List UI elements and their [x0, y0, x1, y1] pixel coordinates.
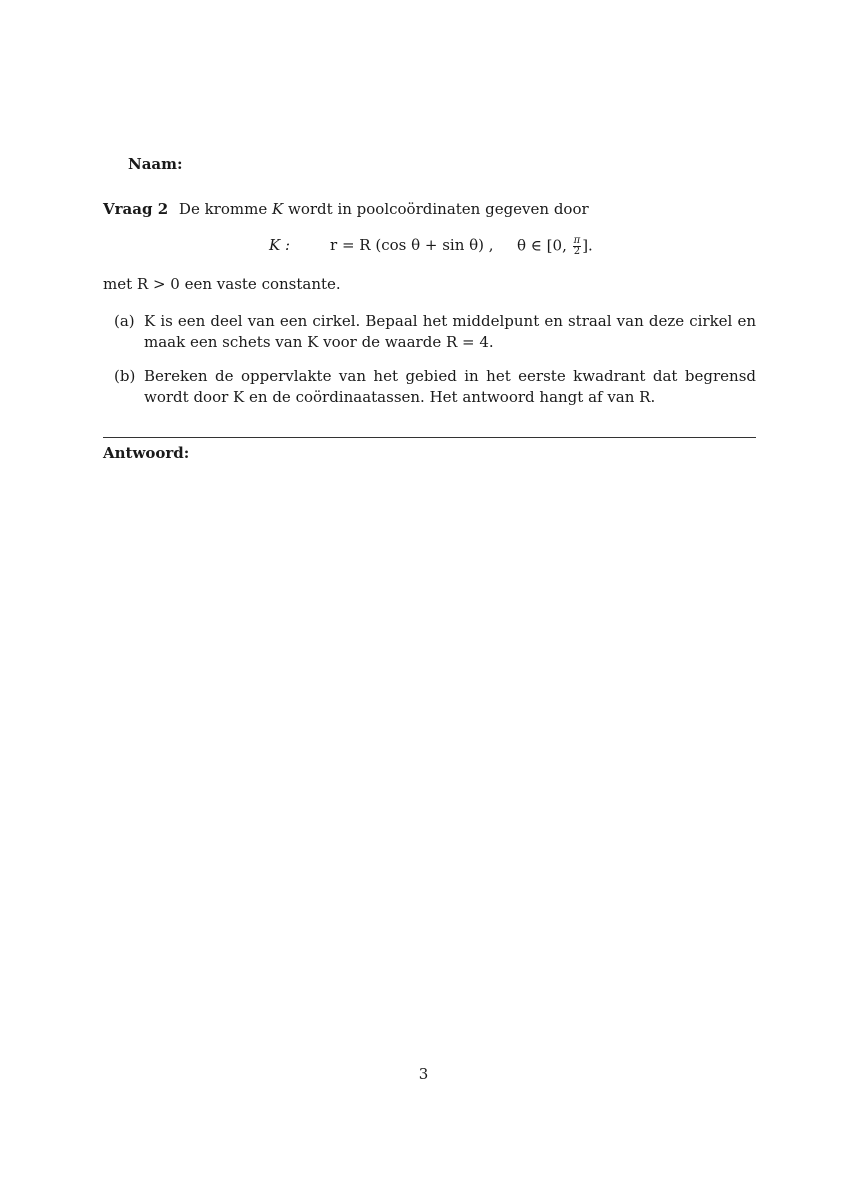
question-title: Vraag 2	[103, 200, 169, 218]
part-b	[114, 366, 756, 408]
constant-line: met R > 0 een vaste constante.	[103, 275, 341, 293]
question-intro-before: De kromme	[178, 200, 268, 218]
part-a-text: K is een deel van een cirkel. Bepaal het middelpunt en straal van deze cirkel en maak een schets van K voor de waarde R = 4.	[144, 312, 756, 351]
formula-domain-prefix: θ ∈ [0,	[517, 236, 567, 255]
name-label: Naam:	[128, 155, 183, 173]
part-b-text: Bereken de oppervlakte van het gebied in het eerste kwadrant dat begrensd wordt door K en de coördinaatassen. Het antwoord hangt af van R.	[144, 367, 756, 406]
question-intro	[103, 200, 756, 218]
part-a-label: (a)	[114, 312, 135, 330]
page-number: 3	[418, 1065, 429, 1083]
formula-domain	[517, 236, 593, 257]
formula-rhs: r = R (cos θ + sin θ) ,	[330, 236, 494, 254]
question-intro-after: wordt in poolcoördinaten gegeven door	[288, 200, 589, 218]
curve-symbol: K	[272, 200, 284, 218]
answer-divider	[103, 437, 756, 438]
formula-lhs: K :	[269, 236, 291, 254]
part-a	[114, 311, 756, 353]
pi-over-two-fraction	[573, 236, 582, 257]
fraction-denominator: 2	[573, 246, 581, 257]
part-b-label: (b)	[114, 367, 136, 385]
answer-label: Antwoord:	[103, 444, 190, 462]
formula-domain-suffix: ].	[582, 236, 593, 255]
fraction-numerator: π	[573, 235, 581, 246]
